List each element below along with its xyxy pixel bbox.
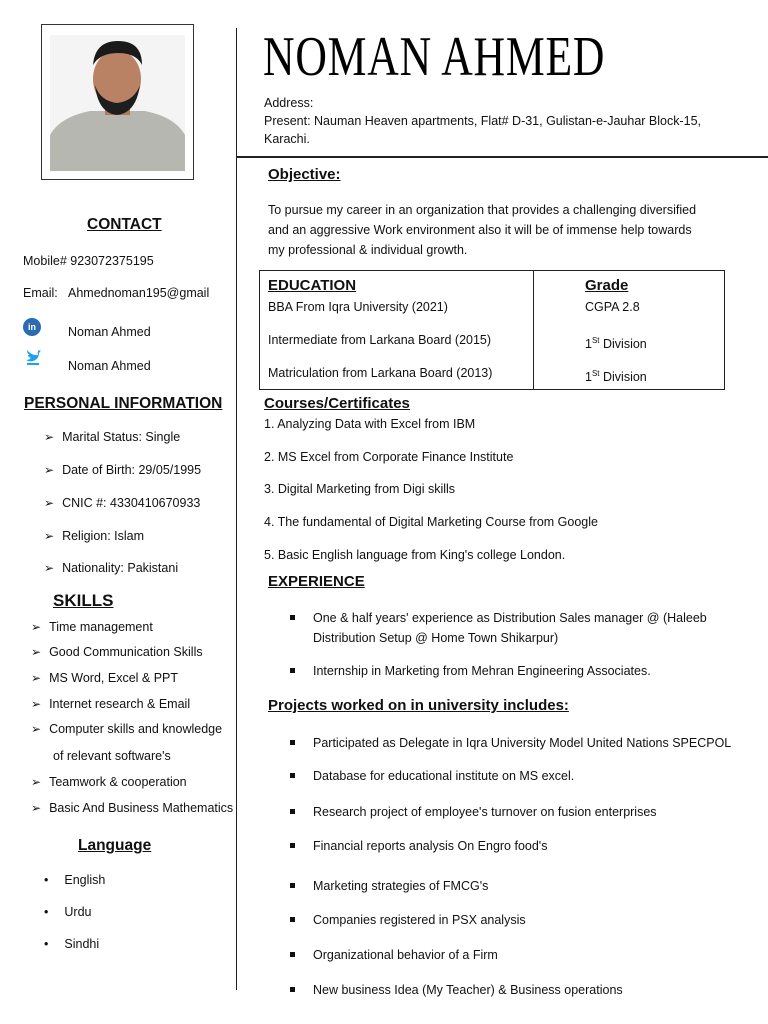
contact-email-value[interactable]: Ahmednoman195@gmail [68, 286, 210, 300]
project-item: Financial reports analysis On Engro food's [313, 839, 548, 853]
personal-item: ➢ Nationality: Pakistani [44, 561, 179, 575]
education-degree: Matriculation from Larkana Board (2013) [268, 366, 493, 380]
arrow-bullet-icon: ➢ [31, 775, 42, 789]
square-bullet-icon [290, 917, 295, 922]
skill-item: ➢ Teamwork & cooperation [31, 775, 187, 789]
arrow-bullet-icon: ➢ [31, 671, 42, 685]
project-item: Participated as Delegate in Iqra University Model United Nations SPECPOL [313, 736, 732, 750]
project-item: New business Idea (My Teacher) & Business operations [313, 983, 623, 997]
education-grade: 1St Division [585, 336, 647, 352]
square-bullet-icon [290, 987, 295, 992]
arrow-bullet-icon: ➢ [31, 722, 42, 736]
course-item: 2. MS Excel from Corporate Finance Institute [264, 450, 514, 464]
skill-item: ➢ MS Word, Excel & PPT [31, 671, 179, 685]
skill-item: ➢ Internet research & Email [31, 697, 191, 711]
objective-line: my professional & individual growth. [268, 243, 468, 257]
contact-mobile: Mobile# 923072375195 [23, 254, 154, 268]
square-bullet-icon [290, 883, 295, 888]
project-item: Companies registered in PSX analysis [313, 913, 526, 927]
arrow-bullet-icon: ➢ [31, 645, 42, 659]
skills-title: SKILLS [53, 591, 114, 610]
personal-item: ➢ Date of Birth: 29/05/1995 [44, 463, 202, 477]
course-item: 5. Basic English language from King's college London. [264, 548, 566, 562]
square-bullet-icon [290, 809, 295, 814]
skill-item: ➢ Time management [31, 620, 153, 634]
address-label: Address: [264, 96, 314, 110]
arrow-bullet-icon: ➢ [31, 801, 42, 815]
project-item: Organizational behavior of a Firm [313, 948, 498, 962]
education-table-divider [533, 270, 534, 390]
personal-item: ➢ CNIC #: 4330410670933 [44, 496, 201, 510]
education-degree: Intermediate from Larkana Board (2015) [268, 333, 492, 347]
course-item: 3. Digital Marketing from Digi skills [264, 482, 456, 496]
arrow-bullet-icon: ➢ [44, 430, 55, 444]
experience-item: One & half years' experience as Distribution Sales manager @ (Haleeb [313, 611, 707, 625]
objective-line: and an aggressive Work environment also it will be of immense help towards [268, 223, 692, 237]
education-grade: CGPA 2.8 [585, 300, 640, 314]
square-bullet-icon [290, 668, 295, 673]
dot-bullet-icon: • [44, 905, 49, 919]
square-bullet-icon [290, 773, 295, 778]
arrow-bullet-icon: ➢ [31, 620, 42, 634]
language-item: • English [44, 873, 106, 887]
arrow-bullet-icon: ➢ [44, 463, 55, 477]
dot-bullet-icon: • [44, 873, 49, 887]
contact-title: CONTACT [87, 216, 162, 233]
experience-item: Internship in Marketing from Mehran Engineering Associates. [313, 664, 651, 678]
language-item: • Urdu [44, 905, 92, 919]
square-bullet-icon [290, 615, 295, 620]
experience-title: EXPERIENCE [268, 573, 365, 590]
course-item: 4. The fundamental of Digital Marketing Course from Google [264, 515, 598, 529]
projects-title: Projects worked on in university includes: [268, 697, 569, 714]
courses-title: Courses/Certificates [264, 395, 410, 412]
education-grade: 1St Division [585, 369, 647, 385]
personal-item: ➢ Marital Status: Single [44, 430, 181, 444]
education-degree: BBA From Iqra University (2021) [268, 300, 448, 314]
language-item: • Sindhi [44, 937, 100, 951]
candidate-name: NOMAN AHMED [263, 26, 606, 88]
objective-title: Objective: [268, 166, 341, 183]
square-bullet-icon [290, 740, 295, 745]
project-item: Marketing strategies of FMCG's [313, 879, 489, 893]
square-bullet-icon [290, 843, 295, 848]
skill-item: ➢ Basic And Business Mathematics [31, 801, 234, 815]
profile-photo [41, 24, 194, 180]
skill-item-continuation: of relevant software's [53, 749, 171, 763]
objective-line: To pursue my career in an organization that provides a challenging diversified [268, 203, 697, 217]
language-title: Language [78, 837, 152, 854]
header-divider [236, 156, 768, 158]
experience-item-continuation: Distribution Setup @ Home Town Shikarpur) [313, 631, 559, 645]
dot-bullet-icon: • [44, 937, 49, 951]
grade-title: Grade [585, 277, 629, 294]
arrow-bullet-icon: ➢ [31, 697, 42, 711]
address-line-2: Karachi. [264, 132, 310, 146]
personal-item: ➢ Religion: Islam [44, 529, 145, 543]
arrow-bullet-icon: ➢ [44, 529, 55, 543]
address-line-1: Present: Nauman Heaven apartments, Flat# D-31, Gulistan-e-Jauhar Block-15, [264, 114, 702, 128]
contact-linkedin[interactable]: Noman Ahmed [68, 325, 151, 339]
skill-item: ➢ Computer skills and knowledge [31, 722, 223, 736]
linkedin-icon[interactable]: in [23, 318, 41, 336]
twitter-icon[interactable] [24, 346, 42, 366]
personal-info-title: PERSONAL INFORMATION [24, 395, 223, 412]
contact-email-label: Email: [23, 286, 58, 300]
square-bullet-icon [290, 952, 295, 957]
project-item: Research project of employee's turnover on fusion enterprises [313, 805, 657, 819]
column-divider [236, 28, 237, 990]
contact-twitter[interactable]: Noman Ahmed [68, 359, 151, 373]
education-title: EDUCATION [268, 277, 357, 294]
arrow-bullet-icon: ➢ [44, 496, 55, 510]
project-item: Database for educational institute on MS excel. [313, 769, 575, 783]
arrow-bullet-icon: ➢ [44, 561, 55, 575]
skill-item: ➢ Good Communication Skills [31, 645, 203, 659]
course-item: 1. Analyzing Data with Excel from IBM [264, 417, 476, 431]
person-photo-icon [50, 35, 185, 171]
